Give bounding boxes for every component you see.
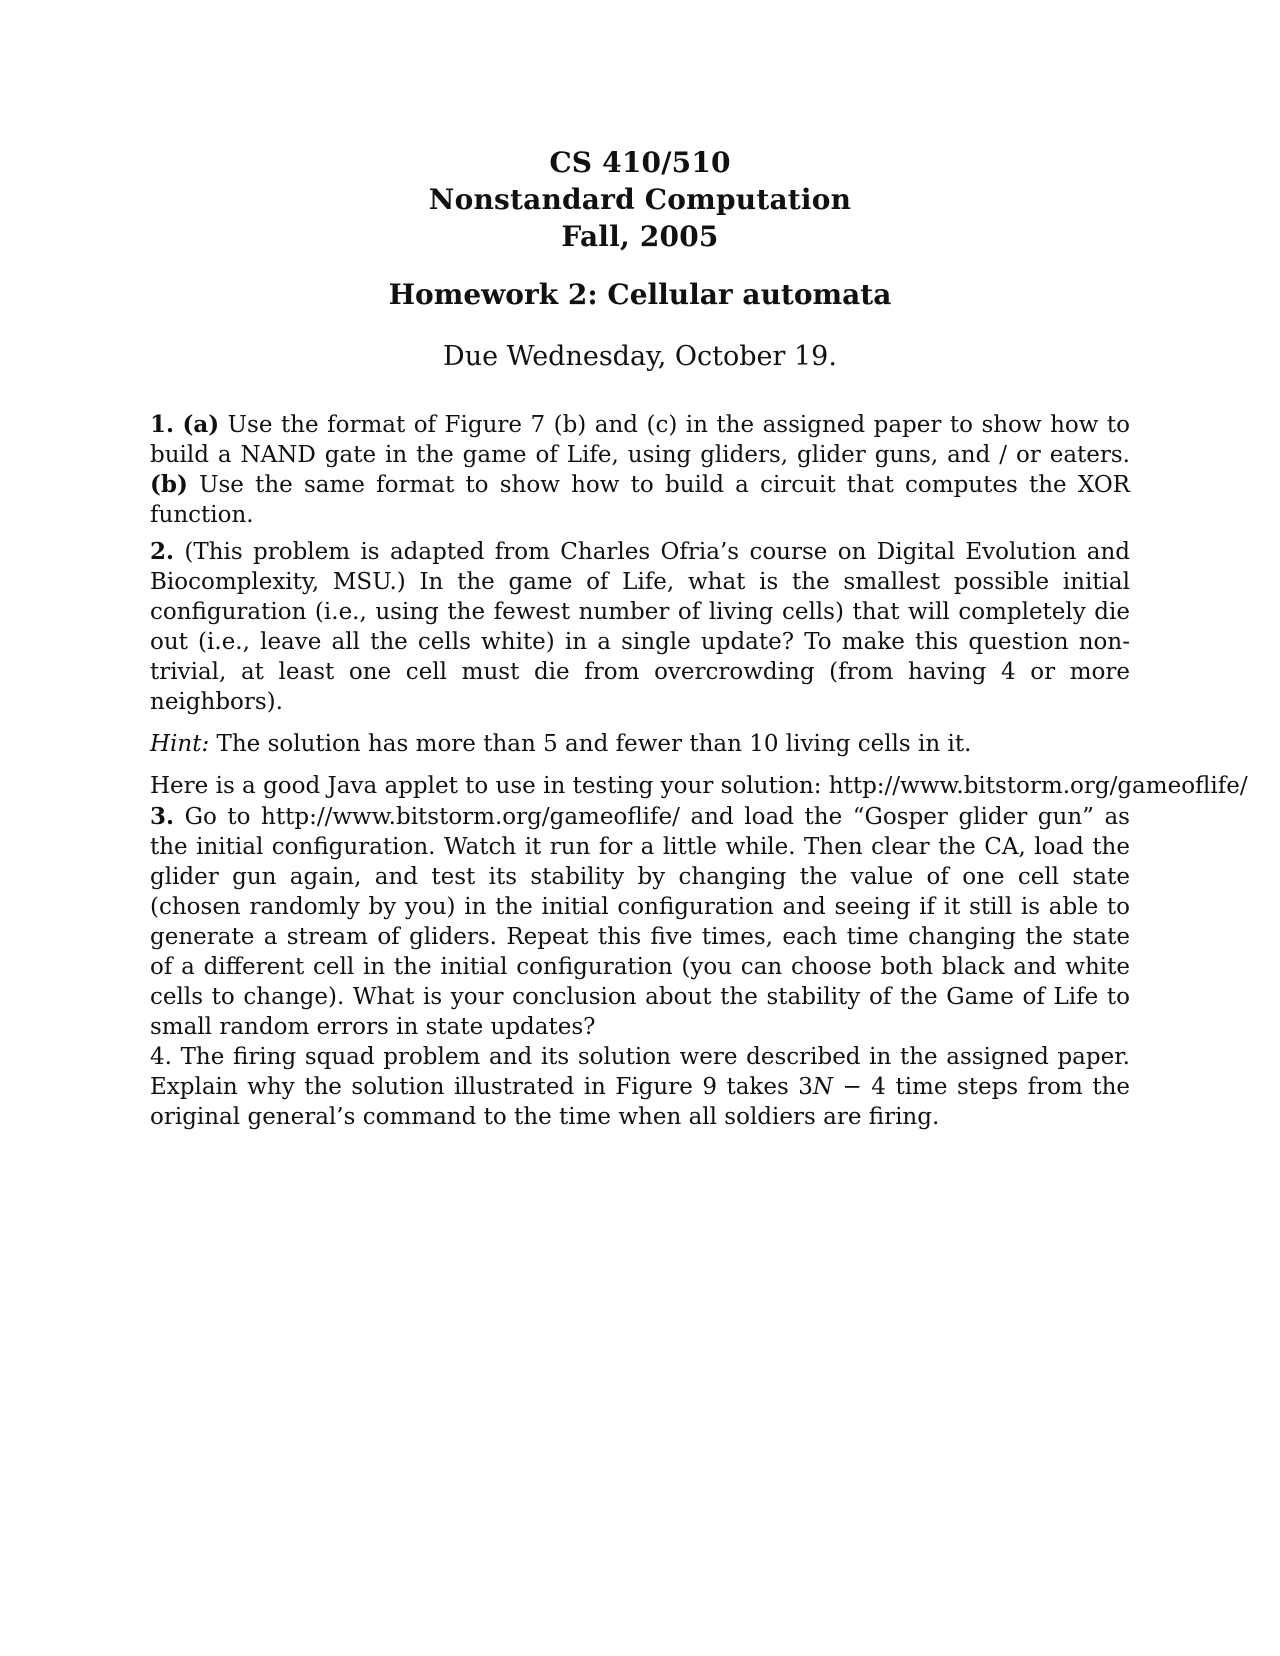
- problem-3-number: 3.: [150, 803, 175, 830]
- problem-4-text-before: 4. The firing squad problem and its solution were described in the assigned paper. Explain why the solution illustrated in Figure 9 takes 3: [150, 1044, 1130, 1100]
- problem-2: [150, 537, 1248, 801]
- problem-3-body: Go to http://www.bitstorm.org/gameoflife/ and load the “Gosper glider gun” as the initial configuration. Watch it run for a little while. Then clear the CA, load the glider gun again, and test its stability by changing the value of one cell state (chosen randomly by you) in the initial configuration and seeing if it still is able to generate a stream of gliders. Repeat this five times, each time changing the state of a different cell in the initial configuration (you can choose both black and white cells to change). What is your conclusion about the stability of the Game of Life to small random errors in state updates?: [150, 804, 1130, 1040]
- problem-1-number: 1.: [150, 411, 175, 438]
- problem-2-applet-line: Here is a good Java applet to use in testing your solution: http://www.bitstorm.org/gameoflife/: [150, 773, 1248, 799]
- problem-1-part-a-label: (a): [182, 411, 220, 438]
- course-number: CS 410/510: [549, 146, 731, 179]
- problem-3: [150, 802, 1130, 1042]
- document-header: [0, 144, 1280, 255]
- problem-4-text: [150, 1042, 1130, 1132]
- hint-text: The solution has more than 5 and fewer than 10 living cells in it.: [209, 731, 972, 757]
- hint-label: Hint:: [150, 731, 210, 757]
- problem-1-text: [150, 410, 1130, 530]
- problem-1-part-a-text: Use the format of Figure 7 (b) and (c) in the assigned paper to show how to build a NAND gate in the game of Life, using gliders, glider guns, and / or eaters.: [150, 412, 1130, 468]
- problem-1-part-b-label: (b): [150, 471, 188, 498]
- homework-title: Homework 2: Cellular automata: [388, 278, 892, 311]
- problem-3-text: [150, 802, 1130, 1042]
- problem-4-text-after: − 4 time steps from the original general’s command to the time when all soldiers are firing.: [150, 1074, 1130, 1130]
- term: Fall, 2005: [561, 220, 719, 253]
- due-date: Due Wednesday, October 19.: [443, 341, 837, 372]
- problem-1-part-b-text: Use the same format to show how to build a circuit that computes the XOR function.: [150, 472, 1130, 528]
- problem-2-hint: [150, 729, 1130, 759]
- problem-2-body: (This problem is adapted from Charles Ofria’s course on Digital Evolution and Biocomplexity, MSU.) In the game of Life, what is the smallest possible initial configuration (i.e., using the fewest number of living cells) that will completely die out (i.e., leave all the cells white) in a single update? To make this question non-trivial, at least one cell must die from overcrowding (from having 4 or more neighbors).: [150, 539, 1130, 715]
- problem-4: [150, 1042, 1130, 1132]
- course-title: Nonstandard Computation: [428, 183, 852, 216]
- problem-2-text: [150, 537, 1130, 717]
- problem-2-number: 2.: [150, 538, 175, 565]
- problem-4-math-variable: N: [812, 1074, 834, 1100]
- problem-1: [150, 410, 1130, 530]
